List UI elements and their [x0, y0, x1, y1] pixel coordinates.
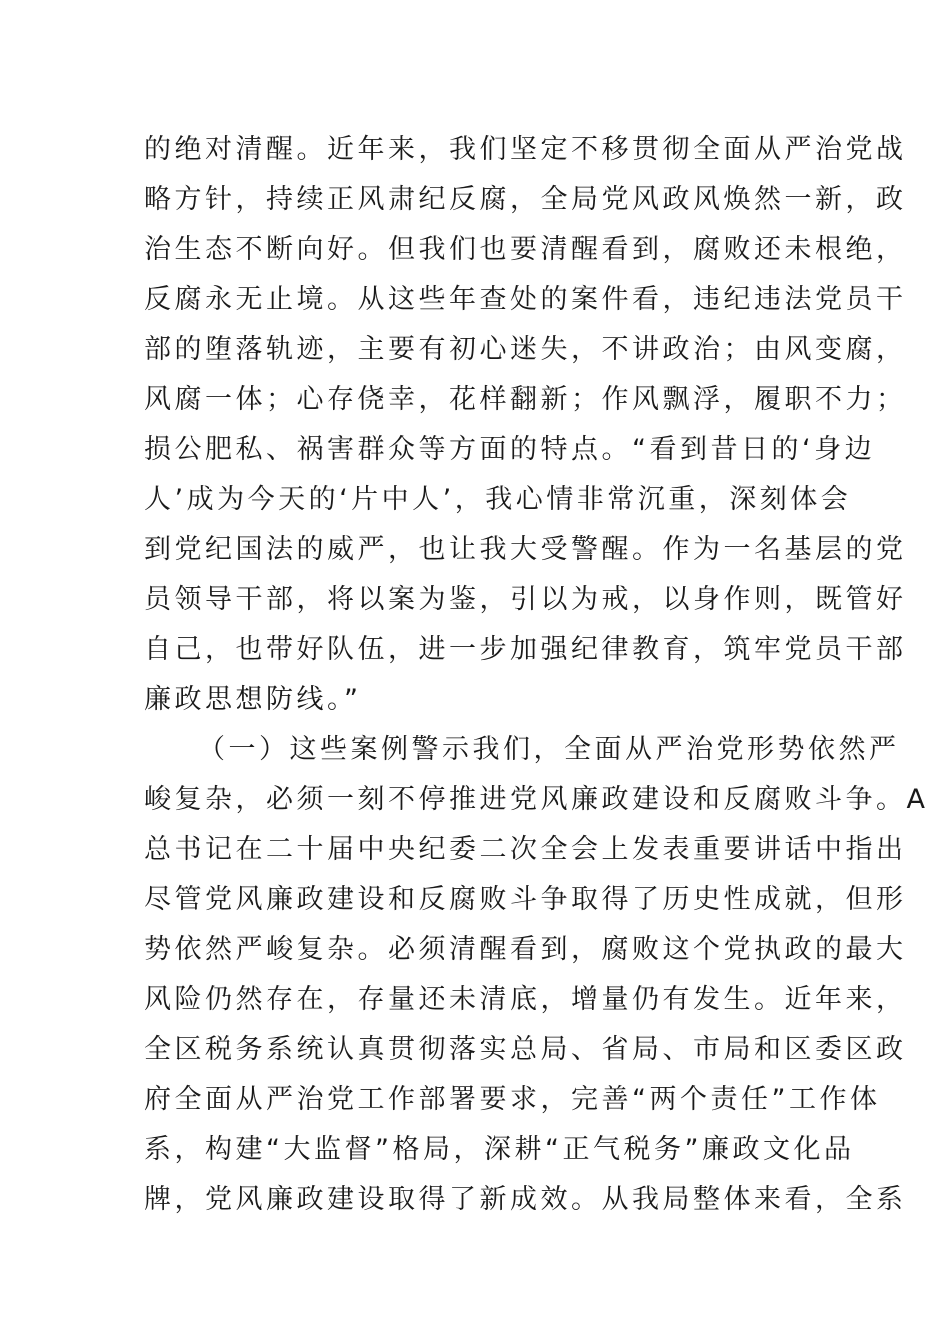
paragraph1-line: 部的堕落轨迹，主要有初心迷失，不讲政治；由风变腐， [144, 334, 907, 365]
paragraph1-line: 损公肥私、祸害群众等方面的特点。“看到昔日的‘身边 [144, 434, 876, 465]
paragraph2-line: 风险仍然存在，存量还未清底，增量仍有发生。近年来， [144, 984, 907, 1015]
paragraph1-line: 反腐永无止境。从这些年查处的案件看，违纪违法党员干 [144, 284, 907, 315]
paragraph1-line: 员领导干部，将以案为鉴，引以为戒，以身作则，既管好 [144, 584, 907, 615]
paragraph2-line: 势依然严峻复杂。必须清醒看到，腐败这个党执政的最大 [144, 934, 907, 965]
paragraph1-line: 到党纪国法的威严，也让我大受警醒。作为一名基层的党 [144, 534, 907, 565]
paragraph2-line: 府全面从严治党工作部署要求，完善“两个责任”工作体 [144, 1084, 881, 1115]
paragraph2-line: 系，构建“大监督”格局，深耕“正气税务”廉政文化品 [144, 1134, 855, 1165]
paragraph1-line: 的绝对清醒。近年来，我们坚定不移贯彻全面从严治党战 [144, 134, 907, 165]
paragraph1-line: 人’成为今天的‘片中人’，我心情非常沉重，深刻体会 [144, 484, 852, 515]
paragraph2-line: 牌，党风廉政建设取得了新成效。从我局整体来看，全系 [144, 1184, 907, 1215]
paragraph2-line: 全区税务系统认真贯彻落实总局、省局、市局和区委区政 [144, 1034, 907, 1065]
paragraph1-line: 廉政思想防线。” [144, 684, 362, 715]
paragraph1-line: 略方针，持续正风肃纪反腐，全局党风政风焕然一新，政 [144, 184, 907, 215]
paragraph2-line: 总书记在二十届中央纪委二次全会上发表重要讲话中指出 [144, 834, 907, 865]
paragraph1-line: 自己，也带好队伍，进一步加强纪律教育，筑牢党员干部 [144, 634, 907, 665]
paragraph1-line: 风腐一体；心存侥幸，花样翻新；作风飘浮，履职不力； [144, 384, 907, 415]
paragraph2-line: 尽管党风廉政建设和反腐败斗争取得了历史性成就，但形 [144, 884, 907, 915]
paragraph2-line: （一）这些案例警示我们，全面从严治党形势依然严 [198, 734, 900, 765]
paragraph2-line: 峻复杂，必须一刻不停推进党风廉政建设和反腐败斗争。A [144, 784, 929, 815]
paragraph1-line: 治生态不断向好。但我们也要清醒看到，腐败还未根绝， [144, 234, 907, 265]
